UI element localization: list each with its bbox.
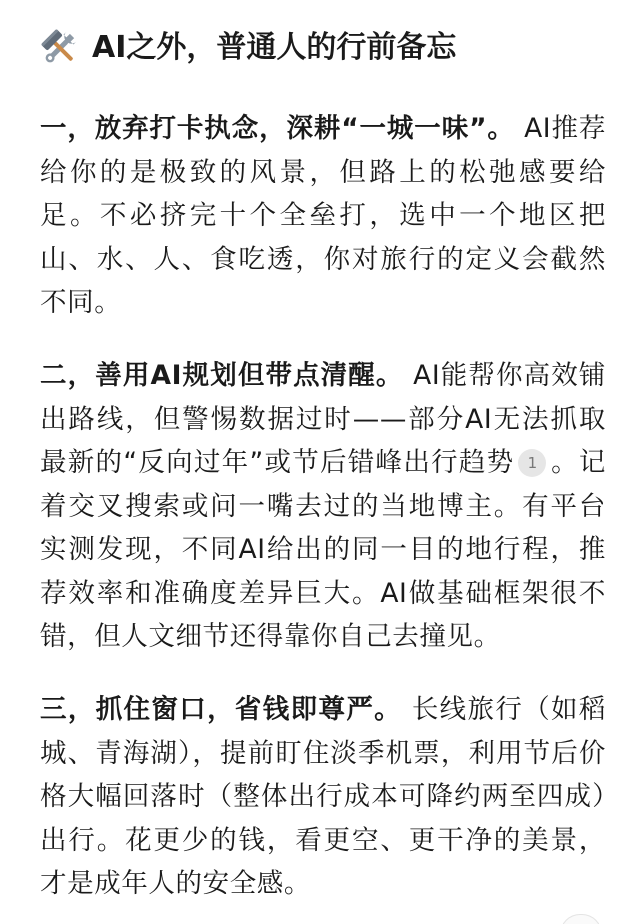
scroll-button-edge[interactable] <box>560 914 602 924</box>
section-2-heading: 二，善用AI规划但带点清醒。 <box>40 360 404 391</box>
hammer-and-wrench-icon <box>40 28 80 68</box>
section-3-body: 长线旅行（如稻城、青海湖），提前盯住淡季机票，利用节后价格大幅回落时（整体出行成本可降约两至四成）出行。花更少的钱，看更空、更干净的美景，才是成年人的安全感。 <box>40 694 606 899</box>
section-2 <box>40 354 606 659</box>
section-3 <box>40 688 606 906</box>
section-1 <box>40 107 606 325</box>
section-3-heading: 三，抓住窗口，省钱即尊严。 <box>40 694 403 725</box>
section-2-body-part-1: AI能帮你高效铺出路线，但警惕数据过时——部分AI无法抓取最新的“反向过年”或节后错峰出行趋势 <box>40 360 606 478</box>
article-title: AI之外，普通人的行前备忘 <box>92 30 457 65</box>
section-1-body: AI推荐给你的是极致的风景，但路上的松弛感要给足。不必挤完十个全垒打，选中一个地区把山、水、人、食吃透，你对旅行的定义会截然不同。 <box>40 113 606 318</box>
section-2-body-part-2: 。记着交叉搜索或问一嘴去过的当地博主。有平台实测发现，不同AI给出的同一目的地行程，推荐效率和准确度差异巨大。AI做基础框架很不错，但人文细节还得靠你自己去撞见。 <box>40 447 606 652</box>
citation-badge[interactable]: 1 <box>518 449 546 477</box>
section-1-heading: 一，放弃打卡执念，深耕“一城一味”。 <box>40 113 515 144</box>
article-header <box>40 22 456 74</box>
